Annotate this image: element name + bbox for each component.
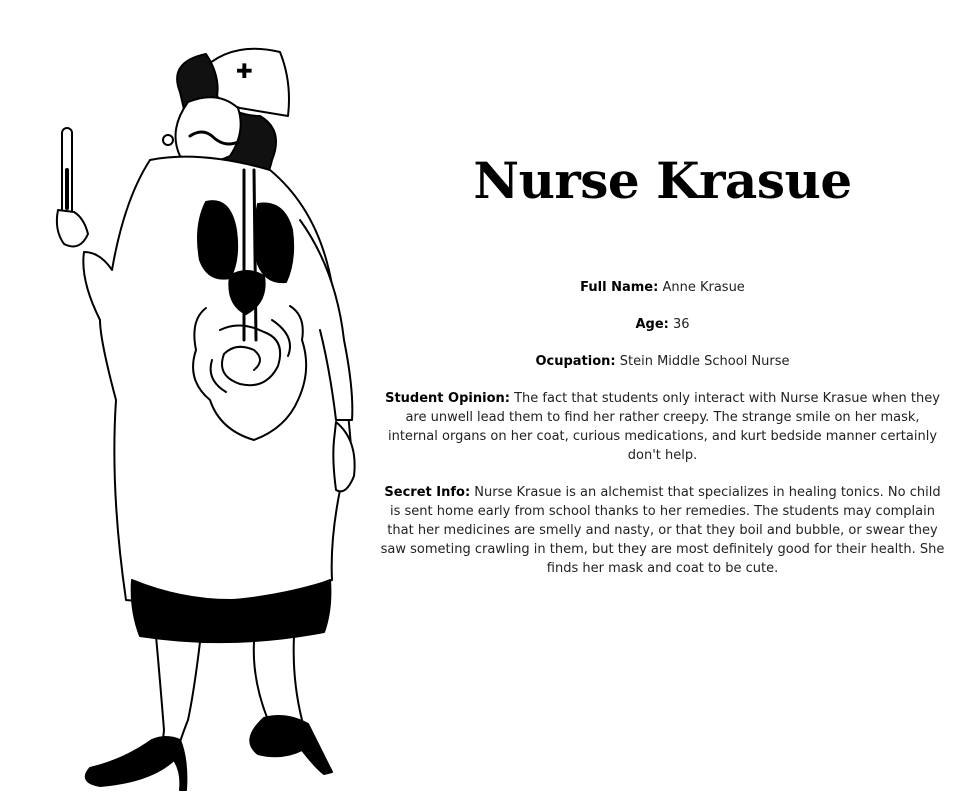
character-info-panel: [380, 150, 945, 596]
field-value: Stein Middle School Nurse: [619, 354, 790, 369]
page-title: Nurse Krasue: [473, 151, 852, 210]
field-value: Anne Krasue: [662, 280, 745, 295]
field-value: The fact that students only interact with Nurse Krasue when they are unwell lead them to find her rather creepy. The strange smile on her mask, internal organs on her coat, curious medications, and kurt bedside manner certainly don't help.: [387, 391, 940, 463]
field-value: 36: [672, 317, 690, 332]
field-full-name: [380, 278, 945, 297]
field-occupation: [380, 352, 945, 371]
nurse-character-illustration: [40, 20, 380, 800]
shoe-left: [86, 737, 187, 790]
field-age: [380, 315, 945, 334]
mask-face: [176, 97, 241, 162]
shoe-right: [250, 716, 332, 774]
svg-text:✚: ✚: [236, 59, 253, 83]
field-label: Ocupation:: [535, 354, 616, 369]
field-secret-info: [380, 483, 945, 578]
field-label: Secret Info:: [384, 485, 471, 500]
field-value: Nurse Krasue is an alchemist that specializes in healing tonics. No child is sent home early from school thanks to her remedies. The students may complain that her medicines are smelly and nasty, or that they boil and bubble, or swear they saw someting crawling in them, but they are most definitely good for their health. She finds her mask and coat to be cute.: [380, 485, 945, 576]
thermometer-icon: [62, 128, 72, 216]
field-label: Full Name:: [580, 280, 659, 295]
field-label: Student Opinion:: [385, 391, 510, 406]
field-label: Age:: [635, 317, 669, 332]
field-student-opinion: [380, 389, 945, 465]
